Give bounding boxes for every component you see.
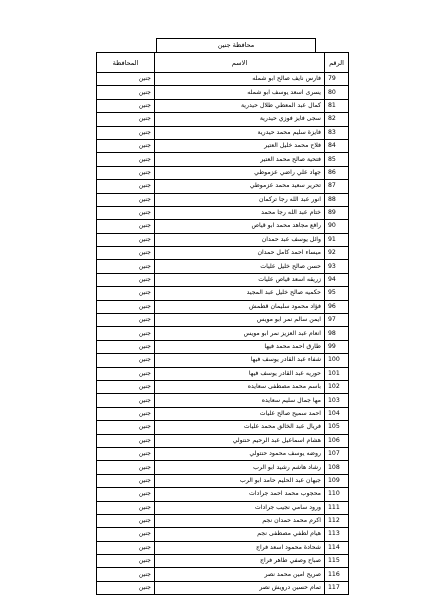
row-governorate-cell: جنين <box>97 113 155 126</box>
table-row <box>97 340 349 353</box>
row-name-cell: جهاد علي راضي عزموطي <box>155 166 325 179</box>
row-number-cell: 101 <box>325 367 349 380</box>
row-governorate-cell: جنين <box>97 488 155 501</box>
row-number-cell: 86 <box>325 166 349 179</box>
row-name-cell: فايزة سليم محمد حيدرية <box>155 126 325 139</box>
row-governorate-cell: جنين <box>97 501 155 514</box>
governorate-header: محافظة جنين <box>156 38 316 52</box>
row-governorate-cell: جنين <box>97 247 155 260</box>
row-name-cell: حسن صالح خليل عليات <box>155 260 325 273</box>
row-number-cell: 79 <box>325 73 349 86</box>
row-governorate-cell: جنين <box>97 180 155 193</box>
row-name-cell: سجى فايز فوزي حيدرية <box>155 113 325 126</box>
row-governorate-cell: جنين <box>97 166 155 179</box>
row-number-cell: 81 <box>325 99 349 112</box>
row-number-cell: 114 <box>325 541 349 554</box>
row-name-cell: رافع مجاهد محمد ابو قياص <box>155 220 325 233</box>
row-name-cell: فتحية صالح محمد العتير <box>155 153 325 166</box>
table-row <box>97 300 349 313</box>
table-row <box>97 180 349 193</box>
row-name-cell: تمام حسين درويش نصر <box>155 581 325 594</box>
row-number-cell: 113 <box>325 528 349 541</box>
row-name-cell: انور عبد الله رجا تركمان <box>155 193 325 206</box>
row-name-cell: هشام اسماعيل عبد الرحيم حنتولي <box>155 434 325 447</box>
row-governorate-cell: جنين <box>97 260 155 273</box>
table-row <box>97 233 349 246</box>
table-row <box>97 273 349 286</box>
row-governorate-cell: جنين <box>97 421 155 434</box>
row-number-cell: 105 <box>325 421 349 434</box>
column-header-governorate: المحافظة <box>97 53 155 73</box>
table-row <box>97 166 349 179</box>
row-governorate-cell: جنين <box>97 287 155 300</box>
table-row <box>97 380 349 393</box>
row-governorate-cell: جنين <box>97 340 155 353</box>
table-row <box>97 394 349 407</box>
table-row <box>97 555 349 568</box>
row-governorate-cell: جنين <box>97 300 155 313</box>
row-number-cell: 108 <box>325 461 349 474</box>
row-governorate-cell: جنين <box>97 126 155 139</box>
row-governorate-cell: جنين <box>97 367 155 380</box>
row-governorate-cell: جنين <box>97 354 155 367</box>
row-governorate-cell: جنين <box>97 541 155 554</box>
row-number-cell: 107 <box>325 447 349 460</box>
table-row <box>97 501 349 514</box>
row-number-cell: 115 <box>325 555 349 568</box>
row-name-cell: رشاد هاشم رشيد ابو الرب <box>155 461 325 474</box>
row-name-cell: يسرى اسعد يوسف ابو شمله <box>155 86 325 99</box>
table-row <box>97 407 349 420</box>
row-governorate-cell: جنين <box>97 139 155 152</box>
table-row <box>97 260 349 273</box>
row-number-cell: 85 <box>325 153 349 166</box>
table-row <box>97 488 349 501</box>
row-governorate-cell: جنين <box>97 193 155 206</box>
row-number-cell: 100 <box>325 354 349 367</box>
row-name-cell: روضه يوسف محمود حنتولي <box>155 447 325 460</box>
table-row <box>97 206 349 219</box>
row-name-cell: شفاء عبد القادر يوسف فيها <box>155 354 325 367</box>
table-row <box>97 434 349 447</box>
row-governorate-cell: جنين <box>97 581 155 594</box>
header-row <box>97 53 349 73</box>
table-row <box>97 193 349 206</box>
row-governorate-cell: جنين <box>97 86 155 99</box>
row-name-cell: حوريه عبد القادر يوسف فيها <box>155 367 325 380</box>
row-number-cell: 103 <box>325 394 349 407</box>
row-number-cell: 95 <box>325 287 349 300</box>
row-name-cell: جيهان عبد الحليم حامد ابو الرب <box>155 474 325 487</box>
table-row <box>97 287 349 300</box>
roster-table <box>96 52 349 595</box>
row-number-cell: 87 <box>325 180 349 193</box>
row-name-cell: فريال عبد الخالق محمد عليات <box>155 421 325 434</box>
table-row <box>97 461 349 474</box>
row-governorate-cell: جنين <box>97 153 155 166</box>
row-number-cell: 84 <box>325 139 349 152</box>
row-governorate-cell: جنين <box>97 273 155 286</box>
row-name-cell: وائل يوسف عبد حمدان <box>155 233 325 246</box>
row-number-cell: 116 <box>325 568 349 581</box>
row-name-cell: صريح امين محمد نصر <box>155 568 325 581</box>
table-row <box>97 327 349 340</box>
table-row <box>97 447 349 460</box>
row-name-cell: ختام عبد الله رجا محمد <box>155 206 325 219</box>
row-governorate-cell: جنين <box>97 73 155 86</box>
table-row <box>97 581 349 594</box>
row-number-cell: 97 <box>325 314 349 327</box>
table-row <box>97 86 349 99</box>
row-name-cell: كمال عبد المعطي طلال حيدرية <box>155 99 325 112</box>
row-name-cell: تحرير سعيد محمد عزموطي <box>155 180 325 193</box>
row-governorate-cell: جنين <box>97 461 155 474</box>
row-governorate-cell: جنين <box>97 555 155 568</box>
row-name-cell: فارس نايف صالح ابو شمله <box>155 73 325 86</box>
row-number-cell: 104 <box>325 407 349 420</box>
row-name-cell: اكرم محمد حمدان نجم <box>155 514 325 527</box>
row-name-cell: ايمن سالم نمر ابو مويس <box>155 314 325 327</box>
row-governorate-cell: جنين <box>97 568 155 581</box>
row-name-cell: ميساء احمد كامل حمدان <box>155 247 325 260</box>
row-number-cell: 102 <box>325 380 349 393</box>
row-number-cell: 82 <box>325 113 349 126</box>
row-number-cell: 91 <box>325 233 349 246</box>
row-name-cell: طارق احمد محمد فيها <box>155 340 325 353</box>
row-number-cell: 117 <box>325 581 349 594</box>
row-governorate-cell: جنين <box>97 528 155 541</box>
row-name-cell: انعام عبد العزيز نمر ابو مويس <box>155 327 325 340</box>
table-row <box>97 354 349 367</box>
row-name-cell: حكميه صالح خليل عبد المجيد <box>155 287 325 300</box>
table-row <box>97 528 349 541</box>
table-row <box>97 514 349 527</box>
row-name-cell: زريقه اسعد قياص عليات <box>155 273 325 286</box>
table-body <box>97 73 349 595</box>
row-name-cell: صباح وصفي طاهر فراج <box>155 555 325 568</box>
row-number-cell: 94 <box>325 273 349 286</box>
row-name-cell: شحادة محمود اسعد فراج <box>155 541 325 554</box>
row-governorate-cell: جنين <box>97 447 155 460</box>
table-row <box>97 113 349 126</box>
row-name-cell: محجوب محمد احمد جرادات <box>155 488 325 501</box>
row-governorate-cell: جنين <box>97 394 155 407</box>
row-name-cell: احمد سميح صالح عليات <box>155 407 325 420</box>
row-governorate-cell: جنين <box>97 380 155 393</box>
row-governorate-cell: جنين <box>97 314 155 327</box>
table-row <box>97 474 349 487</box>
row-governorate-cell: جنين <box>97 434 155 447</box>
row-number-cell: 96 <box>325 300 349 313</box>
table-row <box>97 541 349 554</box>
row-name-cell: هيام لطفي مصطفى نجم <box>155 528 325 541</box>
row-governorate-cell: جنين <box>97 514 155 527</box>
row-name-cell: فؤاد محمود سليمان قطمش <box>155 300 325 313</box>
row-number-cell: 83 <box>325 126 349 139</box>
row-governorate-cell: جنين <box>97 99 155 112</box>
column-header-name: الاسم <box>155 53 325 73</box>
row-governorate-cell: جنين <box>97 206 155 219</box>
table-row <box>97 314 349 327</box>
table-row <box>97 220 349 233</box>
row-name-cell: مها جمال سليم سعايده <box>155 394 325 407</box>
row-governorate-cell: جنين <box>97 474 155 487</box>
row-number-cell: 90 <box>325 220 349 233</box>
table-row <box>97 139 349 152</box>
row-number-cell: 111 <box>325 501 349 514</box>
table-row <box>97 126 349 139</box>
row-number-cell: 88 <box>325 193 349 206</box>
row-governorate-cell: جنين <box>97 220 155 233</box>
row-name-cell: ورود سامي نجيب جرادات <box>155 501 325 514</box>
row-number-cell: 112 <box>325 514 349 527</box>
table-row <box>97 568 349 581</box>
row-name-cell: فلاح محمد خليل العتير <box>155 139 325 152</box>
row-number-cell: 92 <box>325 247 349 260</box>
row-governorate-cell: جنين <box>97 233 155 246</box>
table-row <box>97 247 349 260</box>
row-number-cell: 109 <box>325 474 349 487</box>
row-name-cell: باسم محمد مصطفى سعايده <box>155 380 325 393</box>
row-governorate-cell: جنين <box>97 407 155 420</box>
row-governorate-cell: جنين <box>97 327 155 340</box>
row-number-cell: 99 <box>325 340 349 353</box>
table-row <box>97 73 349 86</box>
row-number-cell: 93 <box>325 260 349 273</box>
table-row <box>97 367 349 380</box>
table-row <box>97 99 349 112</box>
table-row <box>97 421 349 434</box>
row-number-cell: 110 <box>325 488 349 501</box>
row-number-cell: 98 <box>325 327 349 340</box>
row-number-cell: 89 <box>325 206 349 219</box>
row-number-cell: 106 <box>325 434 349 447</box>
row-number-cell: 80 <box>325 86 349 99</box>
table-row <box>97 153 349 166</box>
column-header-number: الرقم <box>325 53 349 73</box>
